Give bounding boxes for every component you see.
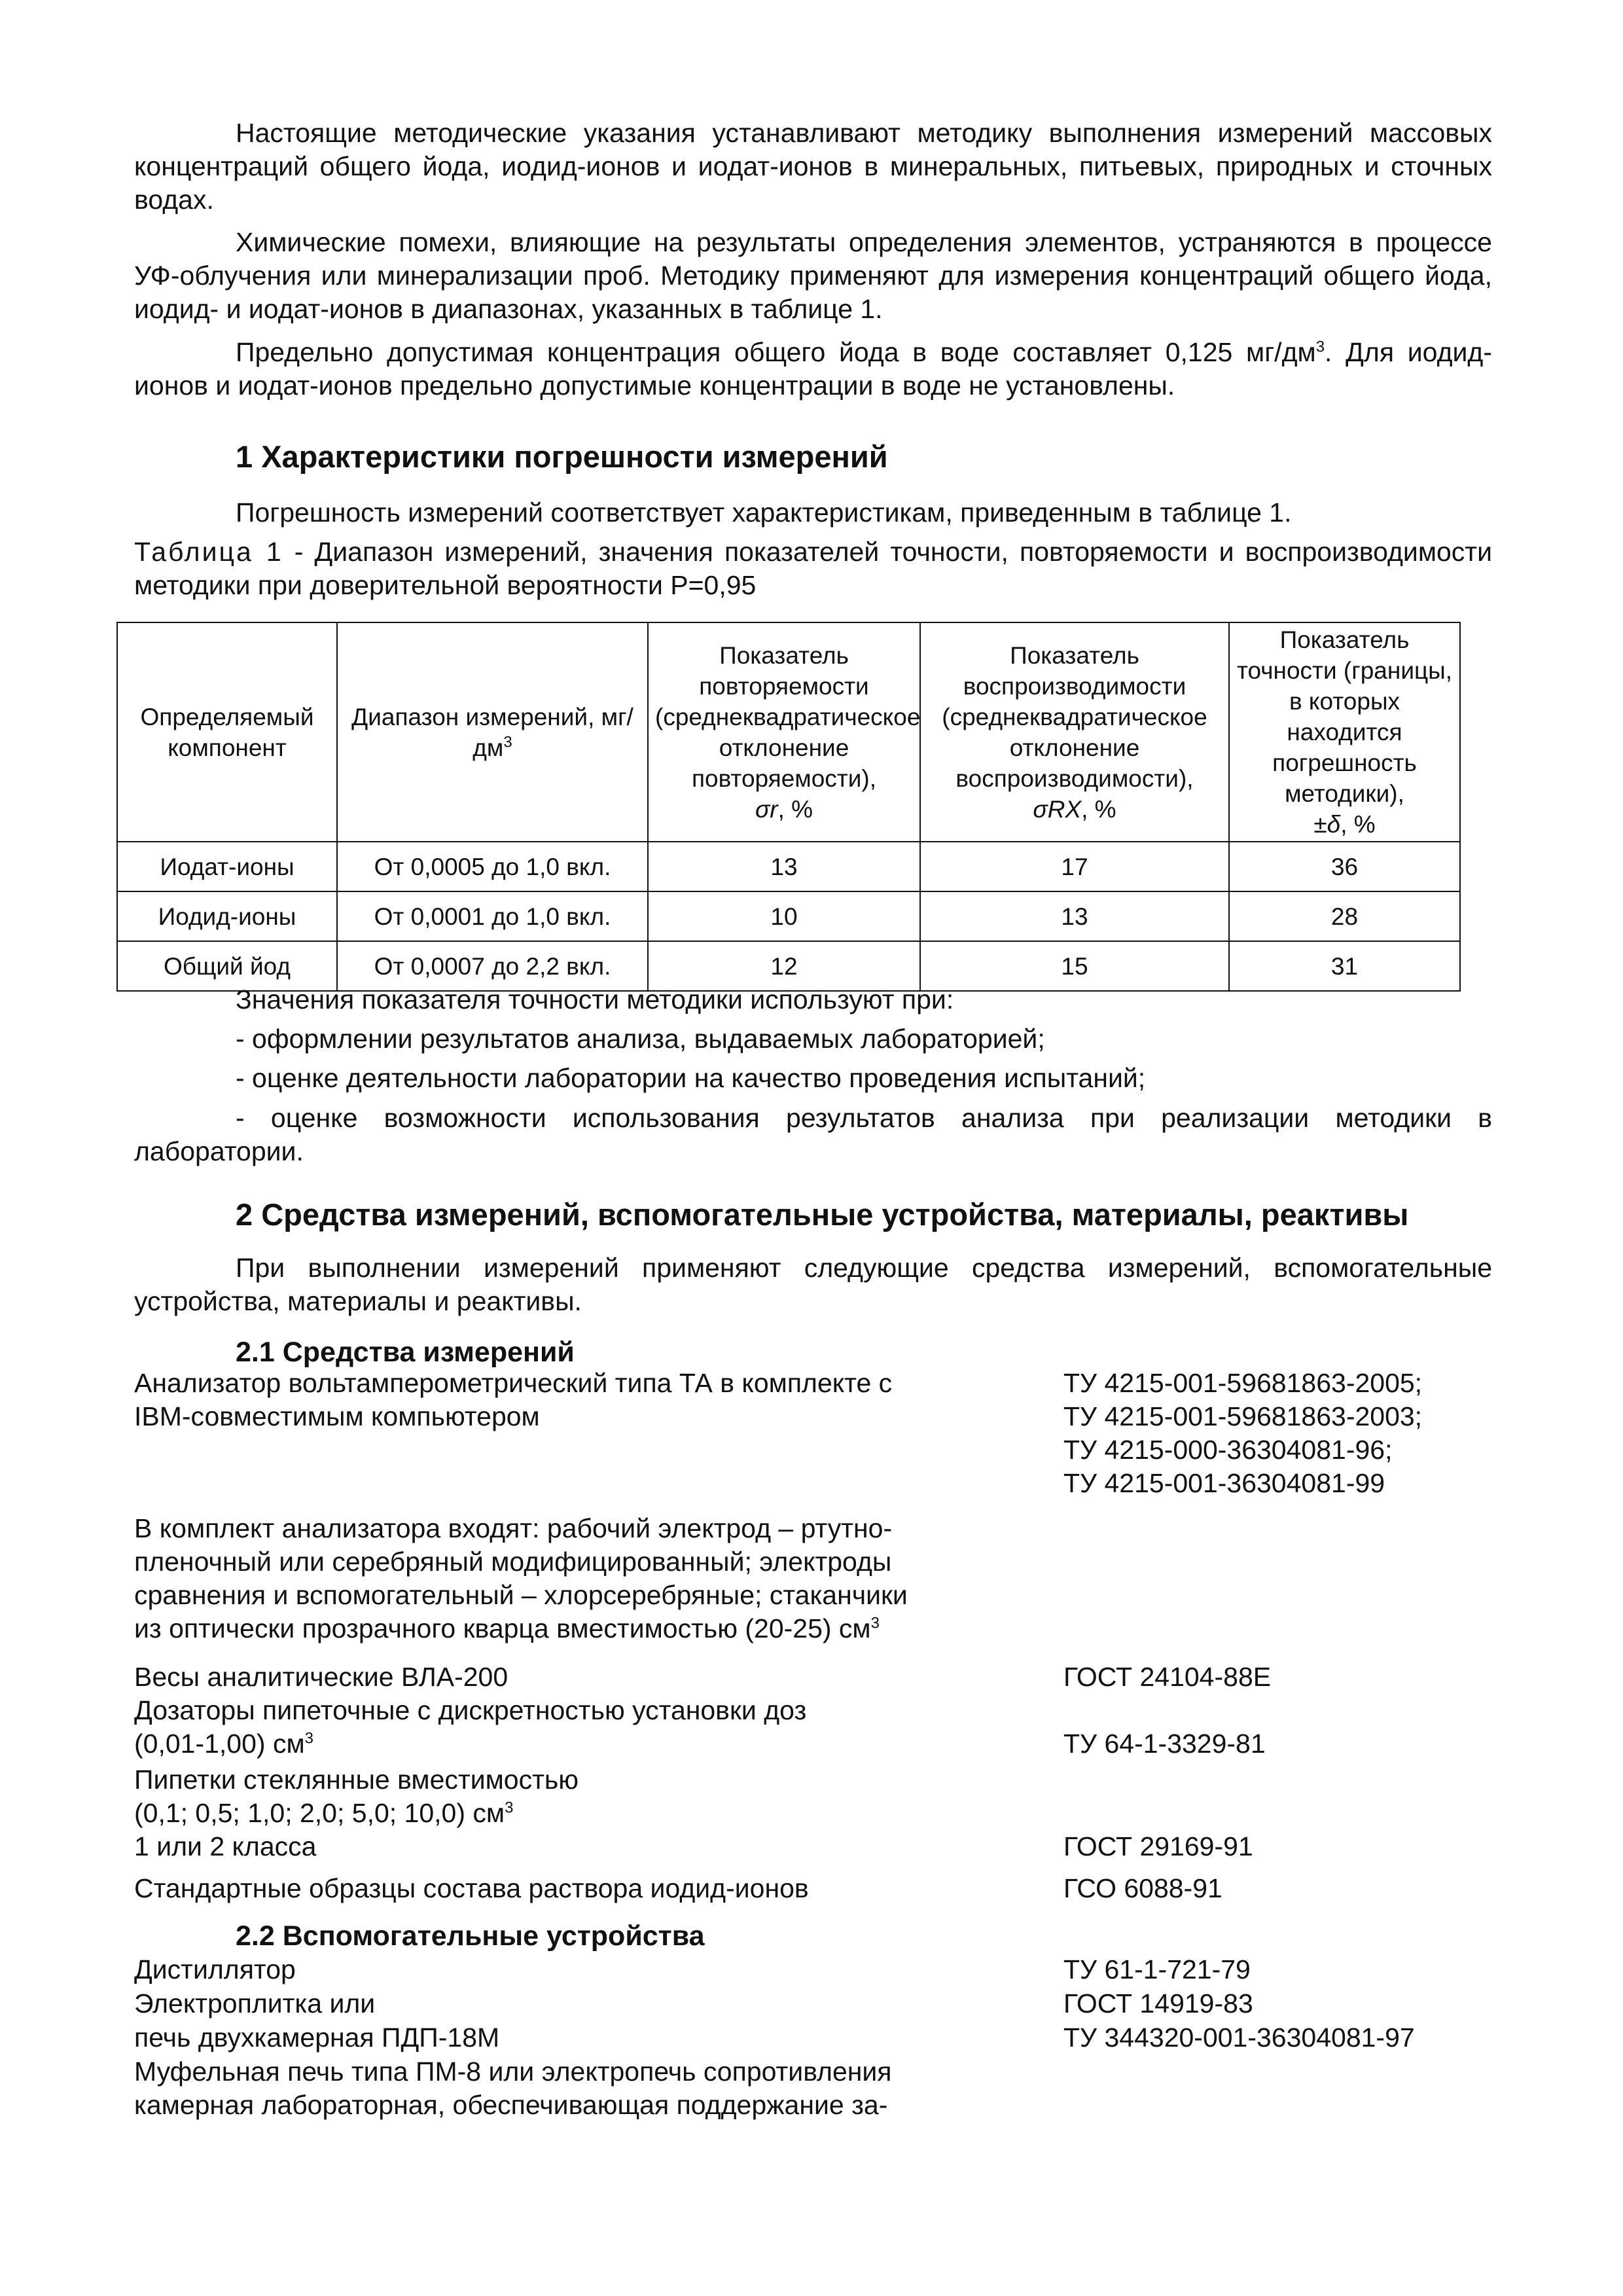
header-repeatability — [648, 622, 920, 842]
section-1-paragraph: Погрешность измерений соответствует характеристикам, приведенным в таблице 1. — [236, 497, 1292, 528]
cell-range: От 0,0007 до 2,2 вкл. — [337, 941, 648, 991]
header-component: Определяемый компонент — [117, 622, 337, 842]
muffle-line: Муфельная печь типа ПМ-8 или электропечь сопротивления — [134, 2056, 892, 2087]
cell-reproducibility: 13 — [920, 891, 1229, 941]
subsection-2-2-heading: 2.2 Вспомогательные устройства — [236, 1920, 705, 1952]
header-accuracy-text: Показатель точности (границы, в которых находится погрешность методики), — [1236, 626, 1453, 807]
mpc-text-tail: . Для иодид-ионов и иодат-ионов предельно допустимые концентрации в воде не установлены. — [134, 337, 1492, 401]
scales-reference: ГОСТ 24104-88Е — [1063, 1662, 1272, 1692]
table-caption-label: Таблица 1 — [134, 537, 283, 567]
pipettes-line-sup: 3 — [505, 1799, 514, 1817]
delta-symbol: ±δ — [1313, 811, 1341, 838]
standards-reference: ГСО 6088-91 — [1063, 1873, 1222, 1903]
section-1-heading: 1 Характеристики погрешности измерений — [236, 439, 888, 474]
intro-paragraph-3 — [134, 336, 1492, 403]
cell-component: Иодид-ионы — [117, 891, 337, 941]
section-2-paragraph: При выполнении измерений применяют следующие средства измерений, вспомогательные устройства, материалы и реактивы. — [134, 1253, 1492, 1316]
section-2-heading: 2 Средства измерений, вспомогательные устройства, материалы, реактивы — [236, 1197, 1409, 1232]
table-row — [117, 891, 1460, 941]
kit-line: сравнения и вспомогательный – хлорсеребряные; стаканчики — [134, 1580, 908, 1610]
header-range-text: Диапазон измерений, мг/дм — [351, 703, 633, 761]
analyzer-line: IBM-совместимым компьютером — [134, 1401, 540, 1431]
cell-reproducibility: 17 — [920, 842, 1229, 891]
cell-range: От 0,0001 до 1,0 вкл. — [337, 891, 648, 941]
cell-reproducibility: 15 — [920, 941, 1229, 991]
kit-line: В комплект анализатора входят: рабочий электрод – ртутно- — [134, 1513, 893, 1543]
header-reproducibility-unit: , % — [1081, 795, 1116, 823]
muffle-description — [134, 2055, 1037, 2122]
accuracy-table — [116, 622, 1461, 992]
stove-reference: ГОСТ 14919-83 — [1063, 1988, 1253, 2018]
kit-line-sup: 3 — [870, 1614, 880, 1632]
header-accuracy — [1229, 622, 1460, 842]
dosers-line-sup: 3 — [304, 1729, 313, 1748]
dosers-line-text: (0,01-1,00) см — [134, 1729, 305, 1759]
kit-line — [134, 1612, 1037, 1645]
pipettes-line — [134, 1797, 1037, 1830]
distiller-description: Дистиллятор — [134, 1954, 296, 1984]
analyzer-ref: ТУ 4215-001-36304081-99 — [1063, 1468, 1385, 1498]
cell-component: Иодат-ионы — [117, 842, 337, 891]
cell-range: От 0,0005 до 1,0 вкл. — [337, 842, 648, 891]
mpc-text: Предельно допустимая концентрация общего йода в воде составляет 0,125 мг/дм — [236, 337, 1316, 367]
header-repeatability-text: Показатель повторяемости (среднеквадратическое отклонение повторяемости), — [655, 641, 921, 792]
table-row — [117, 842, 1460, 891]
dosers-line: Дозаторы пипеточные с дискретностью установки доз — [134, 1695, 807, 1725]
table-header-row — [117, 622, 1460, 842]
analyzer-ref: ТУ 4215-000-36304081-96; — [1063, 1435, 1393, 1465]
intro-paragraph-2: Химические помехи, влияющие на результаты определения элементов, устраняются в процессе УФ-облучения или минерализации проб. Методику применяют для измерения концентраций общего йода, иодид- и иодат-ионов в диапазонах, указанных в таблице 1. — [134, 227, 1492, 324]
cell-accuracy: 28 — [1229, 891, 1460, 941]
header-reproducibility — [920, 622, 1229, 842]
stove-description: Электроплитка или — [134, 1988, 376, 2018]
sigma-rx-symbol: σRX — [1033, 795, 1082, 823]
cell-component: Общий йод — [117, 941, 337, 991]
table-caption-text: - Диапазон измерений, значения показателей точности, повторяемости и воспроизводимости методики при доверительной вероятности Р=0,95 — [134, 537, 1492, 600]
usage-item: - оформлении результатов анализа, выдаваемых лабораторией; — [236, 1024, 1045, 1054]
cell-repeatability: 13 — [648, 842, 920, 891]
pipettes-reference: ГОСТ 29169-91 — [1063, 1831, 1253, 1861]
mpc-sup: 3 — [1315, 338, 1325, 356]
analyzer-references — [1063, 1367, 1522, 1500]
intro-paragraph-1: Настоящие методические указания устанавливают методику выполнения измерений массовых концентраций общего йода, иодид-ионов и иодат-ионов в минеральных, питьевых, природных и сточных водах. — [134, 118, 1492, 215]
dosers-line — [134, 1727, 1037, 1761]
pipettes-line-text: (0,1; 0,5; 1,0; 2,0; 5,0; 10,0) см — [134, 1798, 505, 1828]
oven-reference: ТУ 344320-001-36304081-97 — [1063, 2022, 1415, 2053]
analyzer-ref: ТУ 4215-001-59681863-2003; — [1063, 1401, 1423, 1431]
muffle-line: камерная лабораторная, обеспечивающая поддержание за- — [134, 2090, 888, 2120]
header-accuracy-unit: , % — [1340, 811, 1376, 838]
header-reproducibility-text: Показатель воспроизводимости (среднеквадратическое отклонение воспроизводимости), — [942, 641, 1207, 792]
pipettes-line: Пипетки стеклянные вместимостью — [134, 1765, 579, 1795]
sigma-r-symbol: σr — [755, 795, 778, 823]
cell-accuracy: 36 — [1229, 842, 1460, 891]
distiller-reference: ТУ 61-1-721-79 — [1063, 1954, 1251, 1984]
table-caption — [134, 535, 1492, 602]
cell-repeatability: 12 — [648, 941, 920, 991]
usage-item: - оценке деятельности лаборатории на качество проведения испытаний; — [236, 1063, 1146, 1093]
pipettes-line: 1 или 2 класса — [134, 1831, 317, 1861]
dosers-reference: ТУ 64-1-3329-81 — [1063, 1729, 1266, 1759]
dosers-description — [134, 1694, 1037, 1761]
analyzer-ref: ТУ 4215-001-59681863-2005; — [1063, 1368, 1423, 1398]
kit-line-text: из оптически прозрачного кварца вместимостью (20-25) см — [134, 1613, 871, 1643]
usage-intro: Значения показателя точности методики используют при: — [236, 984, 954, 1014]
kit-line: пленочный или серебряный модифицированный; электроды — [134, 1547, 892, 1577]
header-range — [337, 622, 648, 842]
cell-repeatability: 10 — [648, 891, 920, 941]
header-range-sup: 3 — [503, 733, 512, 751]
usage-item: - оценке возможности использования результатов анализа при реализации методики в лаборатории. — [134, 1103, 1492, 1166]
oven-description: печь двухкамерная ПДП-18М — [134, 2022, 500, 2053]
analyzer-description — [134, 1367, 1037, 1433]
pipettes-description — [134, 1763, 1037, 1863]
analyzer-line: Анализатор вольтамперометрический типа ТА в комплекте с — [134, 1368, 893, 1398]
scales-description: Весы аналитические ВЛА-200 — [134, 1662, 508, 1692]
subsection-2-1-heading: 2.1 Средства измерений — [236, 1336, 575, 1368]
analyzer-kit — [134, 1512, 1037, 1645]
cell-accuracy: 31 — [1229, 941, 1460, 991]
header-repeatability-unit: , % — [777, 795, 813, 823]
standards-description: Стандартные образцы состава раствора иодид-ионов — [134, 1873, 809, 1903]
